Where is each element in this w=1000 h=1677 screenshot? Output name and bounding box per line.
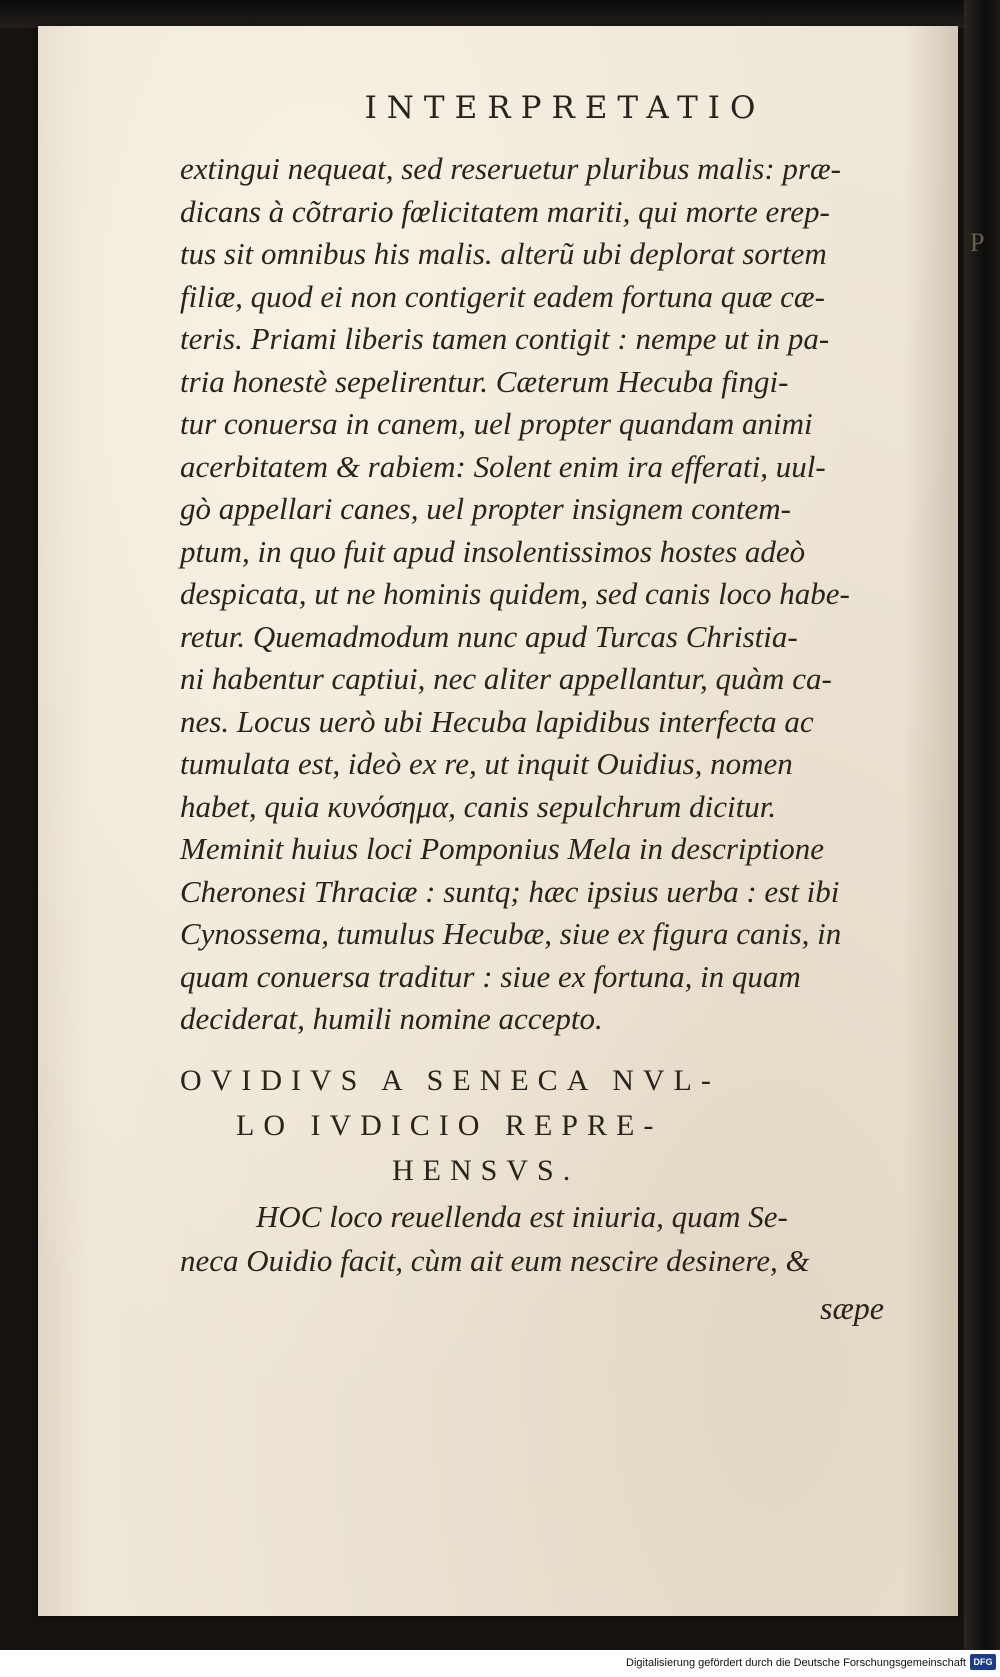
text-line: extingui nequeat, sed reseruetur pluribus malis: præ- (180, 151, 841, 186)
text-line: quam conuersa traditur : siue ex fortuna, in quam (180, 958, 801, 994)
footer-credit: Digitalisierung gefördert durch die Deutsche Forschungsgemeinschaft (626, 1657, 966, 1669)
text-line: tumulata est, ideò ex re, ut inquit Ouidius, nomen (180, 746, 793, 781)
text-line: neca Ouidio facit, cùm ait eum nescire desinere, & (180, 1243, 810, 1278)
heading-line: HENSVS. (392, 1154, 580, 1187)
text-line: retur. Quemadmodum nunc apud Turcas Christia- (180, 618, 798, 654)
dfg-logo-icon: DFG (970, 1654, 996, 1670)
text-line: ptum, in quo fuit apud insolentissimos hostes adeò (180, 533, 806, 569)
text-line: dicans à cõtrario fœlicitatem mariti, qui morte erep- (180, 193, 830, 229)
text-line: acerbitatem & rabiem: Solent enim ira efferati, uul- (180, 448, 826, 484)
catchword: sæpe (820, 1290, 884, 1326)
text-line: tus sit omnibus his malis. alterũ ubi deplorat sortem (180, 236, 827, 271)
text-line: habet, quia κυνόσημα, canis sepulchrum dicitur. (180, 788, 777, 824)
section-heading (180, 1058, 900, 1193)
margin-mark: P (970, 228, 985, 257)
text-line: filiæ, quod ei non contigerit eadem fortuna quæ cæ- (180, 278, 825, 314)
text-line: HOC loco reuellenda est iniuria, quam Se- (256, 1199, 788, 1234)
text-line: teris. Priami liberis tamen contigit : nempe ut in pa- (180, 321, 830, 356)
paragraph-2 (180, 1195, 880, 1283)
text-line: gò appellari canes, uel propter insignem contem- (180, 491, 791, 526)
text-line: Cynossema, tumulus Hecubæ, siue ex figura canis, in (180, 916, 842, 951)
text-line: deciderat, humili nomine accepto. (180, 1001, 603, 1036)
book-edge-top (0, 0, 1000, 28)
text-line: despicata, ut ne hominis quidem, sed canis loco habe- (180, 576, 850, 611)
digitization-footer (0, 1650, 1000, 1677)
heading-line: LO IVDICIO REPRE- (236, 1109, 663, 1142)
running-head: INTERPRETATIO (364, 90, 766, 126)
text-line: Meminit huius loci Pomponius Mela in descriptione (180, 831, 825, 866)
heading-line: OVIDIVS A SENECA NVL- (180, 1064, 720, 1097)
text-line: tur conuersa in canem, uel propter quandam animi (180, 406, 813, 441)
paragraph-1 (180, 148, 880, 1041)
text-line: tria honestè sepelirentur. Cæterum Hecuba fingi- (180, 363, 789, 399)
text-line: nes. Locus uerò ubi Hecuba lapidibus interfecta ac (180, 703, 814, 739)
text-line: Cheronesi Thraciæ : suntq; hæc ipsius uerba : est ibi (180, 873, 840, 909)
text-line: ni habentur captiui, nec aliter appellantur, quàm ca- (180, 661, 832, 696)
